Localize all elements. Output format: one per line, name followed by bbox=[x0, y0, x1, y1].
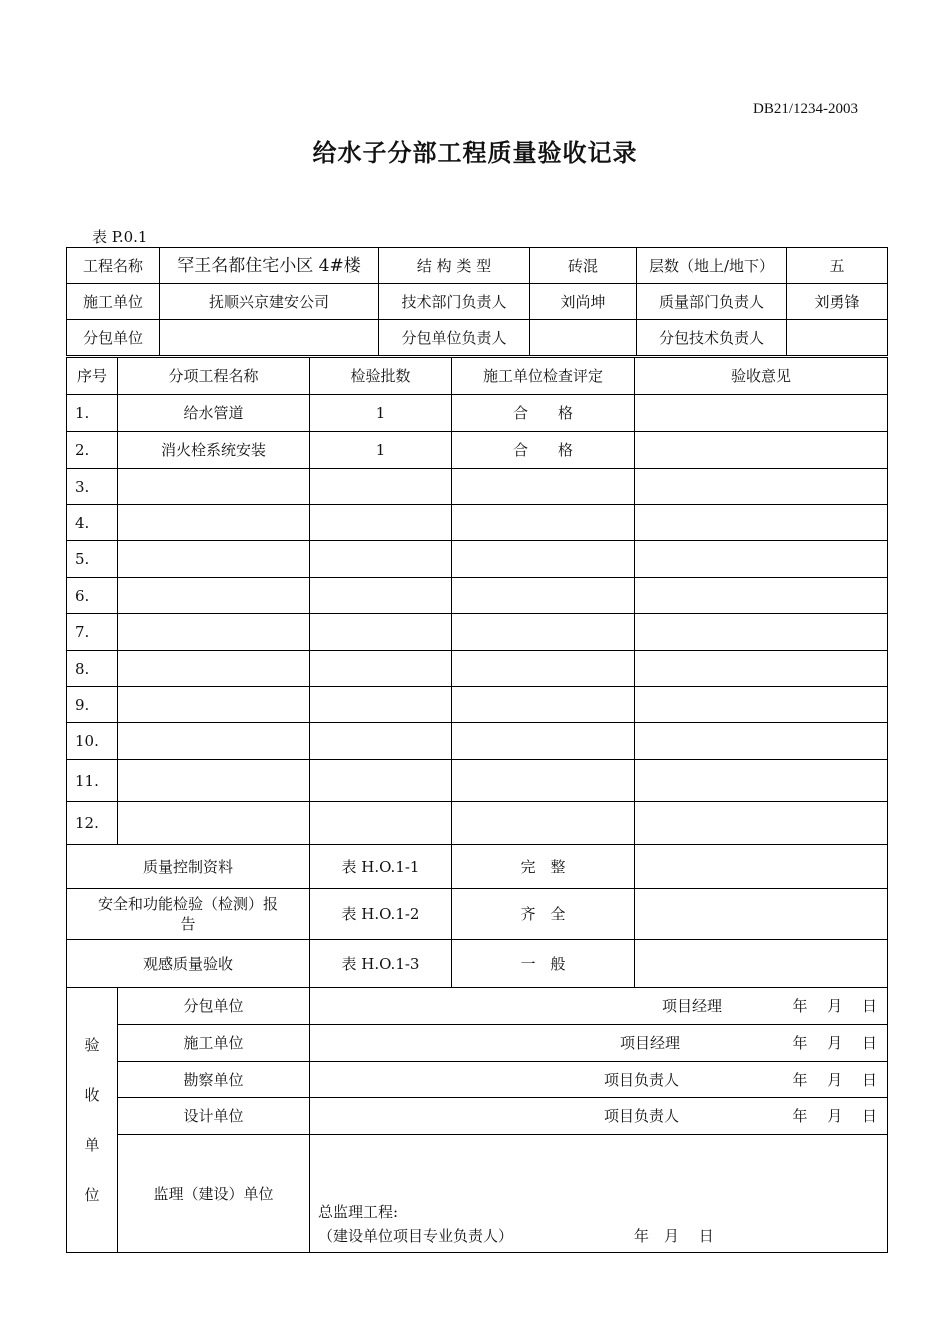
table-row bbox=[67, 432, 888, 469]
header-no: 序号 bbox=[67, 358, 118, 395]
subcontractor-field[interactable] bbox=[160, 320, 379, 356]
sub-head-field[interactable] bbox=[530, 320, 637, 356]
item-name-field[interactable]: 消火栓系统安装 bbox=[118, 432, 310, 469]
summary-result-field[interactable]: 完 整 bbox=[452, 845, 635, 889]
acceptance-row-design bbox=[67, 1098, 888, 1135]
opinion-field[interactable] bbox=[635, 505, 888, 541]
summary-opinion-field[interactable] bbox=[635, 940, 888, 988]
header-name: 分项工程名称 bbox=[118, 358, 310, 395]
project-name-label: 工程名称 bbox=[67, 248, 160, 284]
batches-field[interactable] bbox=[310, 541, 452, 578]
items-header-row bbox=[67, 358, 888, 395]
signature-field[interactable] bbox=[310, 1098, 888, 1135]
project-row bbox=[67, 248, 888, 284]
opinion-field[interactable] bbox=[635, 802, 888, 845]
summary-opinion-field[interactable] bbox=[635, 889, 888, 940]
item-name-field[interactable] bbox=[118, 614, 310, 651]
quality-head-label: 质量部门负责人 bbox=[637, 284, 787, 320]
table-row bbox=[67, 687, 888, 723]
evaluation-field[interactable] bbox=[452, 687, 635, 723]
sub-tech-head-field[interactable] bbox=[787, 320, 888, 356]
structure-type-label: 结 构 类 型 bbox=[379, 248, 530, 284]
opinion-field[interactable] bbox=[635, 687, 888, 723]
item-name-field[interactable] bbox=[118, 802, 310, 845]
signature-date: 年 月 日 bbox=[792, 1034, 877, 1052]
summary-ref: 表 H.O.1-3 bbox=[310, 940, 452, 988]
acceptance-char: 验 bbox=[84, 1036, 100, 1054]
evaluation-field[interactable] bbox=[452, 760, 635, 802]
acceptance-row-subcontractor bbox=[67, 988, 888, 1025]
structure-type-field[interactable]: 砖混 bbox=[530, 248, 637, 284]
signature-date: 年 月 日 bbox=[792, 1107, 877, 1125]
signature-field[interactable] bbox=[310, 1025, 888, 1062]
summary-result-field[interactable]: 一 般 bbox=[452, 940, 635, 988]
acceptance-unit-label: 施工单位 bbox=[118, 1025, 310, 1062]
summary-label: 安全和功能检验（检测）报告 bbox=[67, 889, 310, 940]
signature-date: 年 月 日 bbox=[792, 997, 877, 1015]
items-table bbox=[66, 357, 888, 1253]
owner-rep-label: （建设单位项目专业负责人） bbox=[318, 1227, 514, 1245]
signature-date: 年 月 日 bbox=[792, 1070, 877, 1089]
evaluation-field[interactable] bbox=[452, 651, 635, 687]
evaluation-field[interactable]: 合 格 bbox=[452, 432, 635, 469]
signature-role: 项目经理 bbox=[620, 1034, 681, 1052]
item-name-field[interactable] bbox=[118, 723, 310, 760]
row-no: 11. bbox=[67, 760, 118, 802]
acceptance-row-contractor bbox=[67, 1025, 888, 1062]
tech-head-field[interactable]: 刘尚坤 bbox=[530, 284, 637, 320]
item-name-field[interactable] bbox=[118, 687, 310, 723]
table-row bbox=[67, 578, 888, 614]
acceptance-unit-label: 监理（建设）单位 bbox=[118, 1135, 310, 1253]
evaluation-field[interactable] bbox=[452, 469, 635, 505]
summary-ref: 表 H.O.1-2 bbox=[310, 889, 452, 940]
opinion-field[interactable] bbox=[635, 541, 888, 578]
table-row bbox=[67, 505, 888, 541]
contractor-label: 施工单位 bbox=[67, 284, 160, 320]
evaluation-field[interactable]: 合 格 bbox=[452, 395, 635, 432]
evaluation-field[interactable] bbox=[452, 614, 635, 651]
signature-date: 年 月 日 bbox=[634, 1227, 714, 1245]
signature-role: 项目负责人 bbox=[604, 1107, 680, 1125]
acceptance-unit-label: 勘察单位 bbox=[118, 1062, 310, 1098]
batches-field[interactable] bbox=[310, 505, 452, 541]
row-no: 7. bbox=[67, 614, 118, 651]
item-name-field[interactable] bbox=[118, 651, 310, 687]
sub-head-label: 分包单位负责人 bbox=[379, 320, 530, 356]
row-no: 10. bbox=[67, 723, 118, 760]
table-row bbox=[67, 614, 888, 651]
evaluation-field[interactable] bbox=[452, 541, 635, 578]
evaluation-field[interactable] bbox=[452, 802, 635, 845]
item-name-field[interactable]: 给水管道 bbox=[118, 395, 310, 432]
summary-label: 质量控制资料 bbox=[67, 845, 310, 889]
chief-engineer-label: 总监理工程: bbox=[318, 1203, 399, 1221]
item-name-field[interactable] bbox=[118, 505, 310, 541]
table-row bbox=[67, 802, 888, 845]
batches-field[interactable] bbox=[310, 614, 452, 651]
evaluation-field[interactable] bbox=[452, 578, 635, 614]
opinion-field[interactable] bbox=[635, 395, 888, 432]
tech-head-label: 技术部门负责人 bbox=[379, 284, 530, 320]
item-name-field[interactable] bbox=[118, 541, 310, 578]
project-name-field[interactable]: 罕王名都住宅小区 4#楼 bbox=[160, 248, 379, 284]
table-row bbox=[67, 723, 888, 760]
acceptance-unit-label: 分包单位 bbox=[118, 988, 310, 1025]
acceptance-row-survey bbox=[67, 1062, 888, 1098]
acceptance-group-label bbox=[67, 988, 118, 1253]
row-no: 2. bbox=[67, 432, 118, 469]
row-no: 5. bbox=[67, 541, 118, 578]
summary-row-quality-docs bbox=[67, 845, 888, 889]
row-no: 1. bbox=[67, 395, 118, 432]
row-no: 8. bbox=[67, 651, 118, 687]
opinion-field[interactable] bbox=[635, 651, 888, 687]
table-row bbox=[67, 541, 888, 578]
opinion-field[interactable] bbox=[635, 432, 888, 469]
acceptance-char: 位 bbox=[84, 1186, 100, 1204]
summary-row-safety-report bbox=[67, 889, 888, 940]
floors-label: 层数（地上/地下） bbox=[637, 248, 787, 284]
signature-field[interactable] bbox=[310, 1062, 888, 1098]
acceptance-row-supervision bbox=[67, 1135, 888, 1253]
item-name-field[interactable] bbox=[118, 578, 310, 614]
row-no: 9. bbox=[67, 687, 118, 723]
batches-field[interactable]: 1 bbox=[310, 432, 452, 469]
row-no: 4. bbox=[67, 505, 118, 541]
supervision-signers bbox=[318, 1200, 513, 1248]
subcontractor-label: 分包单位 bbox=[67, 320, 160, 356]
table-row bbox=[67, 395, 888, 432]
row-no: 6. bbox=[67, 578, 118, 614]
batches-field[interactable] bbox=[310, 687, 452, 723]
header-opinion: 验收意见 bbox=[635, 358, 888, 395]
supervision-signature-field[interactable] bbox=[310, 1135, 888, 1253]
table-row bbox=[67, 469, 888, 505]
batches-field[interactable] bbox=[310, 802, 452, 845]
subcontractor-row bbox=[67, 320, 888, 356]
sub-tech-head-label: 分包技术负责人 bbox=[637, 320, 787, 356]
acceptance-char: 收 bbox=[84, 1086, 100, 1104]
acceptance-char: 单 bbox=[84, 1136, 100, 1154]
opinion-field[interactable] bbox=[635, 723, 888, 760]
batches-field[interactable]: 1 bbox=[310, 395, 452, 432]
signature-role: 项目负责人 bbox=[604, 1070, 680, 1089]
batches-field[interactable] bbox=[310, 469, 452, 505]
opinion-field[interactable] bbox=[635, 578, 888, 614]
summary-ref: 表 H.O.1-1 bbox=[310, 845, 452, 889]
floors-field[interactable]: 五 bbox=[787, 248, 888, 284]
row-no: 3. bbox=[67, 469, 118, 505]
summary-row-appearance bbox=[67, 940, 888, 988]
acceptance-unit-label: 设计单位 bbox=[118, 1098, 310, 1135]
opinion-field[interactable] bbox=[635, 614, 888, 651]
signature-role: 项目经理 bbox=[662, 997, 723, 1015]
table-row bbox=[67, 760, 888, 802]
opinion-field[interactable] bbox=[635, 760, 888, 802]
item-name-field[interactable] bbox=[118, 469, 310, 505]
signature-field[interactable] bbox=[310, 988, 888, 1025]
evaluation-field[interactable] bbox=[452, 723, 635, 760]
item-name-field[interactable] bbox=[118, 760, 310, 802]
contractor-field[interactable]: 抚顺兴京建安公司 bbox=[160, 284, 379, 320]
header-batches: 检验批数 bbox=[310, 358, 452, 395]
batches-field[interactable] bbox=[310, 723, 452, 760]
summary-opinion-field[interactable] bbox=[635, 845, 888, 889]
page-title: 给水子分部工程质量验收记录 bbox=[312, 138, 638, 167]
table-row bbox=[67, 651, 888, 687]
batches-field[interactable] bbox=[310, 578, 452, 614]
evaluation-field[interactable] bbox=[452, 505, 635, 541]
quality-head-field[interactable]: 刘勇锋 bbox=[787, 284, 888, 320]
table-number: 表 P.0.1 bbox=[92, 228, 148, 246]
summary-result-field[interactable]: 齐 全 bbox=[452, 889, 635, 940]
row-no: 12. bbox=[67, 802, 118, 845]
batches-field[interactable] bbox=[310, 760, 452, 802]
opinion-field[interactable] bbox=[635, 469, 888, 505]
batches-field[interactable] bbox=[310, 651, 452, 687]
summary-label: 观感质量验收 bbox=[67, 940, 310, 988]
header-evaluation: 施工单位检查评定 bbox=[452, 358, 635, 395]
contractor-row bbox=[67, 284, 888, 320]
standard-code: DB21/1234-2003 bbox=[753, 101, 858, 117]
project-info-table bbox=[66, 247, 888, 356]
